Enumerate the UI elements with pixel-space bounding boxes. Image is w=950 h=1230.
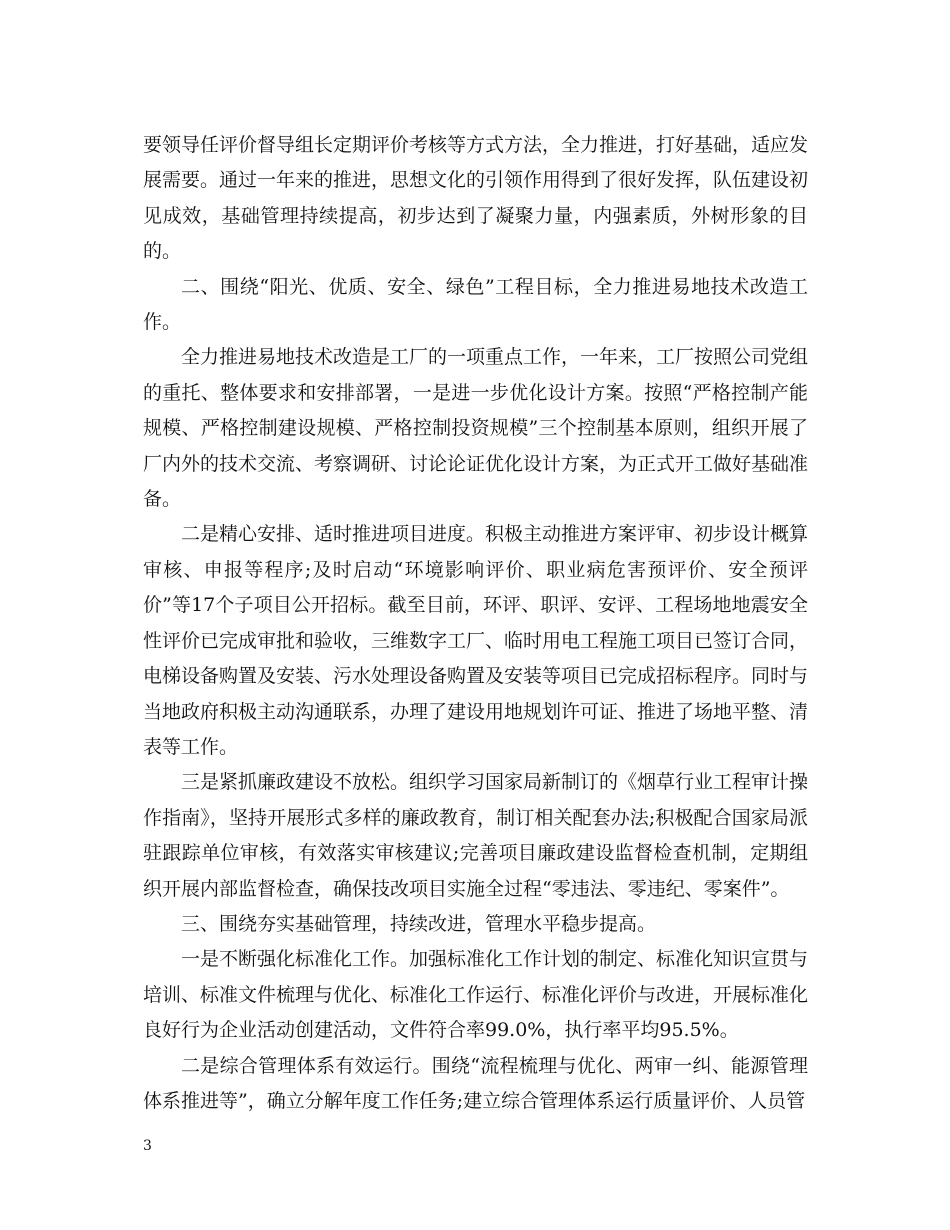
paragraph: 要领导任评价督导组长定期评价考核等方式方法，全力推进，打好基础，适应发展需要。通过一年来的推进，思想文化的引领作用得到了很好发挥，队伍建设初见成效，基础管理持续提高，初步达到了凝聚力量，内强素质，外树形象的目的。 <box>143 134 809 263</box>
paragraph: 三是紧抓廉政建设不放松。组织学习国家局新制订的《烟草行业工程审计操作指南》，坚持开展形式多样的廉政教育，制订相关配套办法;积极配合国家局派驻跟踪单位审核，有效落实审核建议;完善项目廉政建设监督检查机制，定期组织开展内部监督检查，确保技改项目实施全过程“零违法、零违纪、零案件”。 <box>143 771 809 900</box>
section-heading-three: 三、围绕夯实基础管理，持续改进，管理水平稳步提高。 <box>181 912 657 935</box>
page-number: 3 <box>143 1138 152 1154</box>
paragraph: 全力推进易地技术改造是工厂的一项重点工作，一年来，工厂按照公司党组的重托、整体要求和安排部署，一是进一步优化设计方案。按照“严格控制产能规模、严格控制建设规模、严格控制投资规模”三个控制基本原则，组织开展了厂内外的技术交流、考察调研、讨论论证优化设计方案，为正式开工做好基础准备。 <box>143 346 809 511</box>
document-body <box>143 128 808 1119</box>
paragraph: 二是精心安排、适时推进项目进度。积极主动推进方案评审、初步设计概算审核、申报等程序;及时启动“环境影响评价、职业病危害预评价、安全预评价”等17个子项目公开招标。截至目前，环评、职评、安评、工程场地地震安全性评价已完成审批和验收，三维数字工厂、临时用电工程施工项目已签订合同，电梯设备购置及安装、污水处理设备购置及安装等项目已完成招标程序。同时与当地政府积极主动沟通联系，办理了建设用地规划许可证、推进了场地平整、清表等工作。 <box>143 523 809 758</box>
section-heading-two: 二、围绕“阳光、优质、安全、绿色”工程目标，全力推进易地技术改造工作。 <box>143 275 808 334</box>
paragraph: 一是不断强化标准化工作。加强标准化工作计划的制定、标准化知识宣贯与培训、标准文件梳理与优化、标准化工作运行、标准化评价与改进，开展标准化良好行为企业活动创建活动，文件符合率99.0%，执行率平均95.5%。 <box>143 948 809 1042</box>
paragraph: 二是综合管理体系有效运行。围绕“流程梳理与优化、两审一纠、能源管理体系推进等”，确立分解年度工作任务;建立综合管理体系运行质量评价、人员管 <box>143 1054 808 1112</box>
